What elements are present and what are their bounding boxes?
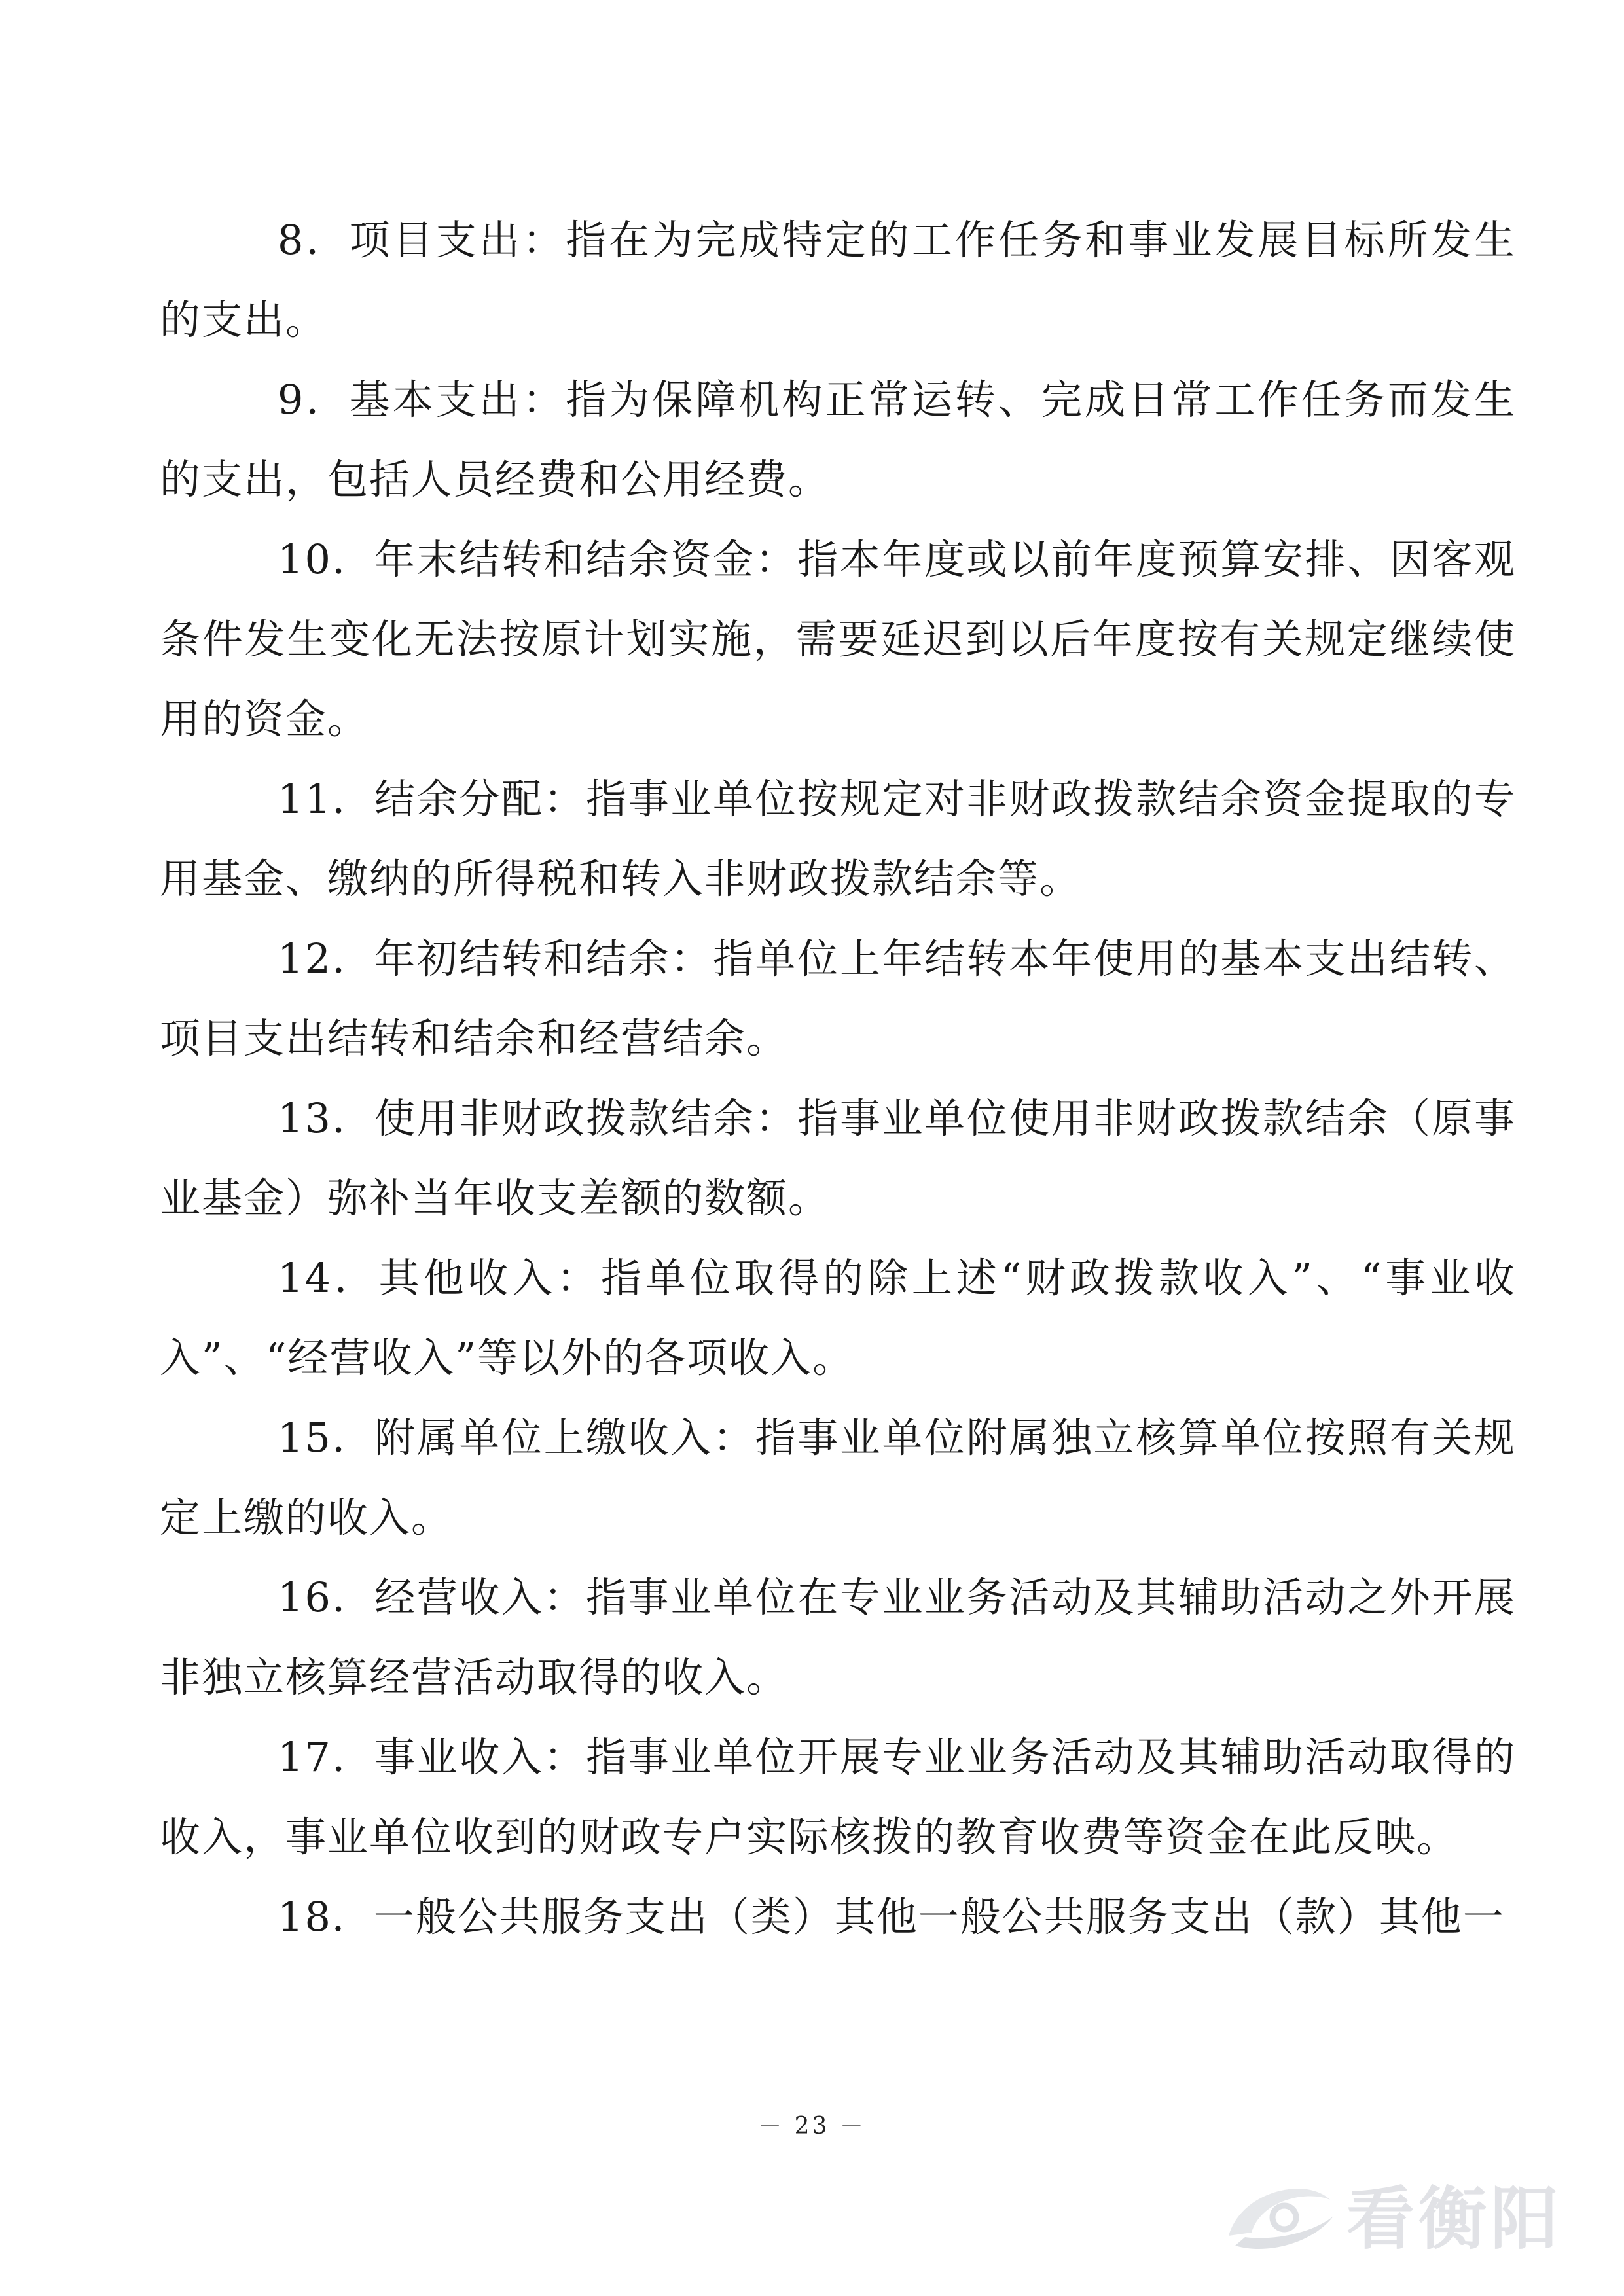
paragraph-14: 14．其他收入：指单位取得的除上述“财政拨款收入”、“事业收入”、“经营收入”等以外的各项收入。 — [160, 1254, 1516, 1382]
watermark-text: 看衡阳 — [1346, 2179, 1562, 2259]
paragraph-17: 17．事业收入：指事业单位开展专业业务活动及其辅助活动取得的收入，事业单位收到的财政专户实际核拨的教育收费等资金在此反映。 — [160, 1733, 1516, 1861]
page-number: － 23 － — [758, 2113, 866, 2140]
paragraph-12: 12．年初结转和结余：指单位上年结转本年使用的基本支出结转、项目支出结转和结余和经营结余。 — [160, 935, 1516, 1062]
paragraph-16: 16．经营收入：指事业单位在专业业务活动及其辅助活动之外开展非独立核算经营活动取得的收入。 — [160, 1573, 1516, 1701]
paragraph-9: 9．基本支出：指为保障机构正常运转、完成日常工作任务而发生的支出，包括人员经费和公用经费。 — [160, 376, 1516, 503]
paragraph-18: 18．一般公共服务支出（类）其他一般公共服务支出（款）其他一 — [278, 1893, 1505, 1941]
paragraph-8: 8．项目支出：指在为完成特定的工作任务和事业发展目标所发生的支出。 — [160, 216, 1516, 344]
paragraph-11: 11．结余分配：指事业单位按规定对非财政拨款结余资金提取的专用基金、缴纳的所得税和转入非财政拨款结余等。 — [160, 775, 1516, 903]
swirl-logo-icon — [1216, 2164, 1340, 2262]
paragraph-13: 13．使用非财政拨款结余：指事业单位使用非财政拨款结余（原事业基金）弥补当年收支差额的数额。 — [160, 1094, 1516, 1222]
paragraph-15: 15．附属单位上缴收入：指事业单位附属独立核算单位按照有关规定上缴的收入。 — [160, 1414, 1516, 1541]
paragraph-10: 10．年末结转和结余资金：指本年度或以前年度预算安排、因客观条件发生变化无法按原计划实施，需要延迟到以后年度按有关规定继续使用的资金。 — [160, 535, 1516, 743]
watermark — [1216, 2157, 1562, 2269]
body-text — [160, 200, 1516, 1957]
